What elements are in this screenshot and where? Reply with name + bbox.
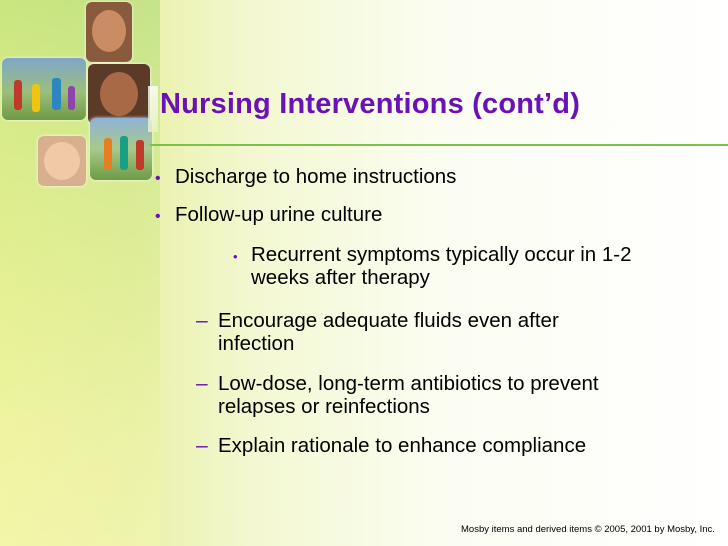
dash-item-line: relapses or reinfections [218,395,430,418]
photo-baby-face [38,136,86,186]
copyright-footer: Mosby items and derived items © 2005, 2001 by Mosby, Inc. [461,524,715,535]
bullet-marker: • [155,208,161,225]
dash-item-line: Explain rationale to enhance compliance [218,434,587,457]
sub-bullet-marker: • [233,249,238,264]
photo-kids-field [90,118,152,180]
sub-bullet-line: Recurrent symptoms typically occur in 1-2 [251,243,632,266]
slide-title: Nursing Interventions (cont’d) [160,88,581,120]
bullet-item: Discharge to home instructions [175,165,457,188]
dash-marker: – [196,434,208,457]
bullet-marker: • [155,170,161,187]
photo-smiling-woman [88,64,150,124]
dash-marker: – [196,309,208,332]
dash-item-line: Low-dose, long-term antibiotics to prevent [218,372,599,395]
photo-child-face [86,2,132,62]
title-accent [148,86,158,132]
dash-item-line: Encourage adequate fluids even after [218,309,559,332]
dash-marker: – [196,372,208,395]
photo-collage [0,0,160,190]
dash-item-line: infection [218,332,295,355]
bullet-item: Follow-up urine culture [175,203,383,226]
title-underline [150,144,728,146]
sub-bullet-line: weeks after therapy [251,266,430,289]
photo-playground [2,58,86,120]
